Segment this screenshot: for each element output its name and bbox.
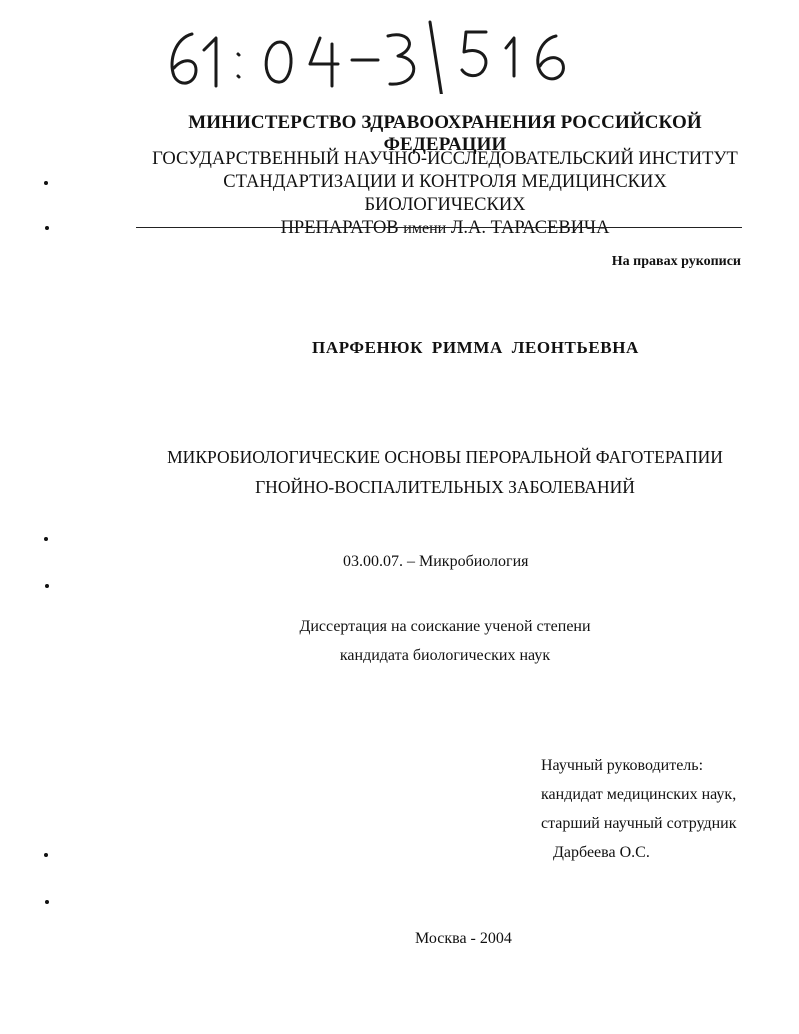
scan-speck bbox=[44, 181, 48, 185]
city-year: Москва - 2004 bbox=[415, 930, 512, 947]
advisor-position: старший научный сотрудник bbox=[541, 815, 737, 832]
specialty-code: 03.00.07. – Микробиология bbox=[343, 553, 529, 570]
dissertation-title bbox=[110, 442, 780, 502]
advisor-label: Научный руководитель: bbox=[541, 757, 704, 774]
author-name: ПАРФЕНЮК РИММА ЛЕОНТЬЕВНА bbox=[312, 338, 639, 357]
scan-speck bbox=[44, 537, 48, 541]
scan-speck bbox=[45, 584, 49, 588]
rights-note: На правах рукописи bbox=[611, 254, 741, 269]
handwritten-archive-code bbox=[160, 14, 600, 94]
advisor-degree: кандидат медицинских наук, bbox=[541, 786, 737, 803]
scan-speck bbox=[44, 853, 48, 857]
ministry-heading: МИНИСТЕРСТВО ЗДРАВООХРАНЕНИЯ РОССИЙСКОЙ ФЕДЕРАЦИИ bbox=[188, 112, 702, 155]
title-line-2: ГНОЙНО-ВОСПАЛИТЕЛЬНЫХ ЗАБОЛЕВАНИЙ bbox=[255, 477, 635, 497]
header-divider bbox=[136, 227, 742, 228]
scan-speck bbox=[45, 226, 49, 230]
degree-line-1: Диссертация на соискание ученой степени bbox=[299, 618, 591, 635]
scientific-advisor bbox=[541, 751, 737, 867]
institute-line-1: ГОСУДАРСТВЕННЫЙ НАУЧНО-ИССЛЕДОВАТЕЛЬСКИЙ ИНСТИТУТ bbox=[152, 149, 738, 169]
degree-statement bbox=[270, 612, 620, 670]
advisor-name: Дарбеева О.С. bbox=[553, 844, 650, 861]
handwritten-code-drawing bbox=[160, 14, 600, 94]
degree-line-2: кандидата биологических наук bbox=[339, 647, 551, 664]
institute-line-2: СТАНДАРТИЗАЦИИ И КОНТРОЛЯ МЕДИЦИНСКИХ БИОЛОГИЧЕСКИХ bbox=[223, 172, 667, 215]
title-line-1: МИКРОБИОЛОГИЧЕСКИЕ ОСНОВЫ ПЕРОРАЛЬНОЙ ФАГОТЕРАПИИ bbox=[167, 447, 723, 467]
institute-line-3 bbox=[150, 217, 740, 240]
scan-speck bbox=[45, 900, 49, 904]
institute-line-3-b: имени bbox=[403, 220, 447, 237]
institute-line-3-c: Л.А. ТАРАСЕВИЧА bbox=[450, 218, 610, 238]
institute-line-3-a: ПРЕПАРАТОВ bbox=[280, 218, 399, 238]
